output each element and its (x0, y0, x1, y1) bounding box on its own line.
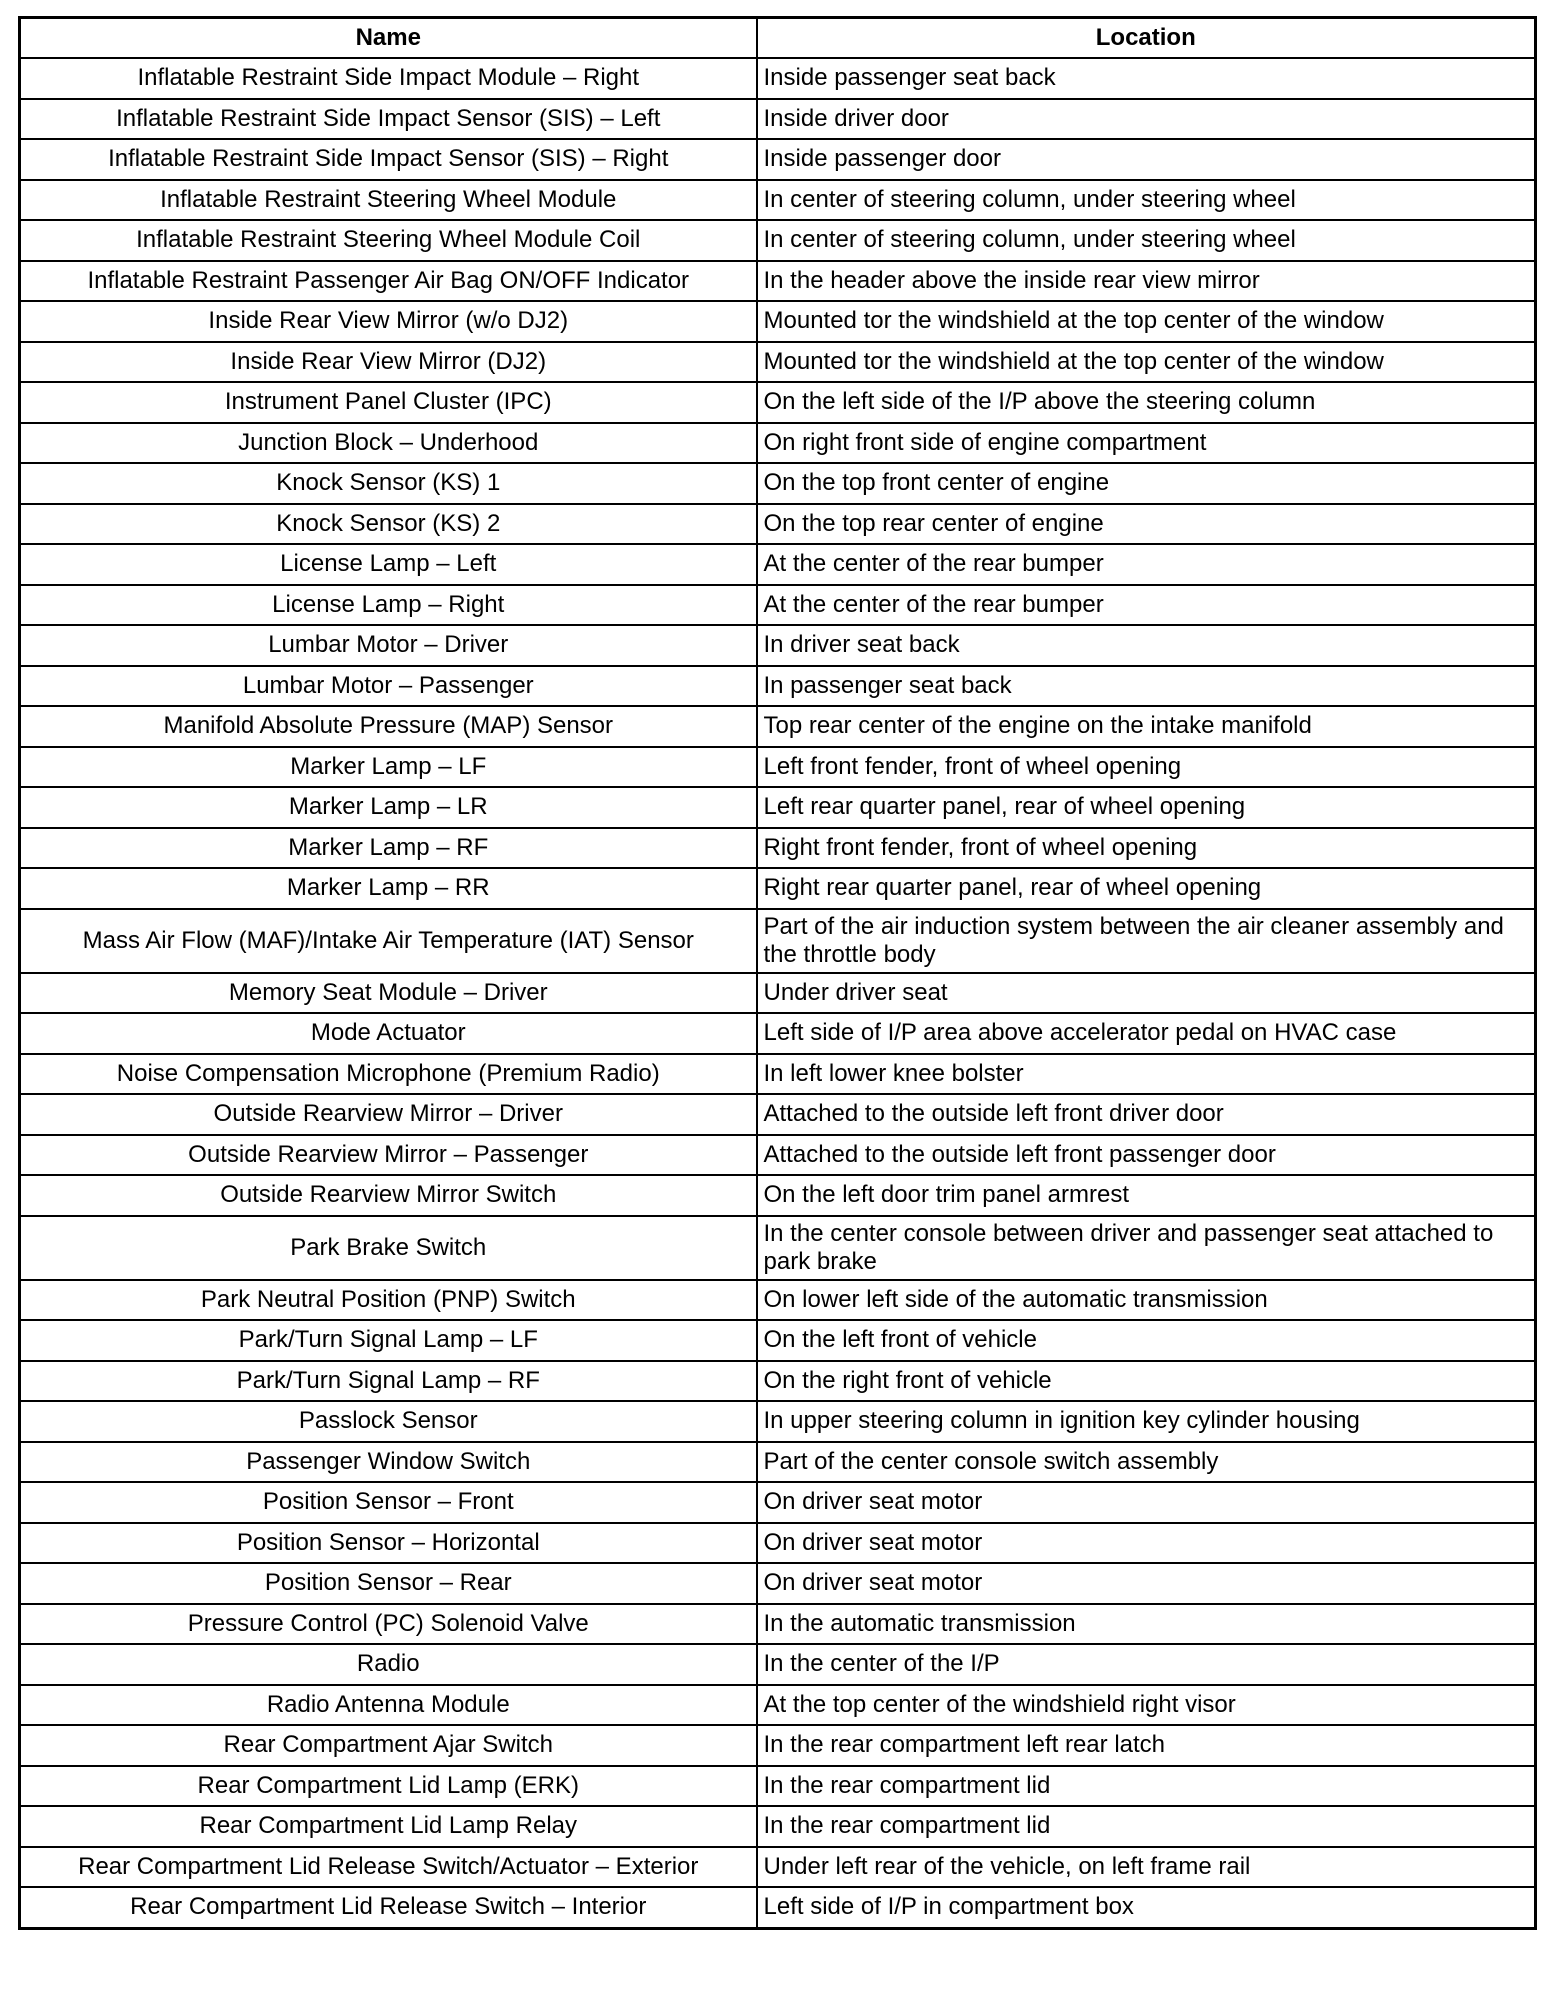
table-row (20, 1847, 1536, 1888)
component-name-cell: Inflatable Restraint Side Impact Module – Right (20, 58, 757, 99)
table-row (20, 423, 1536, 464)
component-name-cell: Park Neutral Position (PNP) Switch (20, 1280, 757, 1321)
component-name-cell: Outside Rearview Mirror – Driver (20, 1094, 757, 1135)
component-name-cell: Inside Rear View Mirror (DJ2) (20, 342, 757, 383)
component-location-cell: On the right front of vehicle (757, 1361, 1536, 1402)
component-location-cell: On the left front of vehicle (757, 1320, 1536, 1361)
component-location-cell: Attached to the outside left front driver door (757, 1094, 1536, 1135)
component-name-cell: Noise Compensation Microphone (Premium Radio) (20, 1054, 757, 1095)
table-row (20, 1094, 1536, 1135)
component-name-cell: Outside Rearview Mirror – Passenger (20, 1135, 757, 1176)
component-name-cell: Rear Compartment Ajar Switch (20, 1725, 757, 1766)
table-row (20, 1604, 1536, 1645)
table-row (20, 504, 1536, 545)
component-name-cell: Position Sensor – Horizontal (20, 1523, 757, 1564)
table-row (20, 58, 1536, 99)
table-row (20, 220, 1536, 261)
component-location-cell: In the rear compartment left rear latch (757, 1725, 1536, 1766)
table-row (20, 1644, 1536, 1685)
table-row (20, 1523, 1536, 1564)
component-name-cell: Manifold Absolute Pressure (MAP) Sensor (20, 706, 757, 747)
component-location-cell: On driver seat motor (757, 1563, 1536, 1604)
component-location-cell: On the top rear center of engine (757, 504, 1536, 545)
table-row (20, 180, 1536, 221)
component-name-cell: Inflatable Restraint Side Impact Sensor (SIS) – Right (20, 139, 757, 180)
component-location-cell: In upper steering column in ignition key cylinder housing (757, 1401, 1536, 1442)
component-location-cell: On the left side of the I/P above the steering column (757, 382, 1536, 423)
component-location-cell: In passenger seat back (757, 666, 1536, 707)
component-location-cell: Under left rear of the vehicle, on left frame rail (757, 1847, 1536, 1888)
table-row (20, 1320, 1536, 1361)
component-location-cell: In center of steering column, under steering wheel (757, 220, 1536, 261)
component-name-cell: Inflatable Restraint Steering Wheel Module (20, 180, 757, 221)
component-name-cell: Rear Compartment Lid Lamp (ERK) (20, 1766, 757, 1807)
table-row (20, 585, 1536, 626)
table-row (20, 1806, 1536, 1847)
component-location-cell: Top rear center of the engine on the intake manifold (757, 706, 1536, 747)
component-name-cell: Lumbar Motor – Passenger (20, 666, 757, 707)
component-location-cell: On the top front center of engine (757, 463, 1536, 504)
component-location-cell: At the center of the rear bumper (757, 585, 1536, 626)
component-name-cell: Inflatable Restraint Passenger Air Bag ON/OFF Indicator (20, 261, 757, 302)
component-name-cell: License Lamp – Left (20, 544, 757, 585)
component-name-cell: Passlock Sensor (20, 1401, 757, 1442)
table-row (20, 382, 1536, 423)
component-location-cell: In center of steering column, under steering wheel (757, 180, 1536, 221)
component-location-cell: Right front fender, front of wheel opening (757, 828, 1536, 869)
table-row (20, 1013, 1536, 1054)
component-location-cell: On right front side of engine compartment (757, 423, 1536, 464)
component-name-cell: Marker Lamp – LF (20, 747, 757, 788)
component-name-cell: Radio Antenna Module (20, 1685, 757, 1726)
component-name-cell: Rear Compartment Lid Release Switch – Interior (20, 1887, 757, 1928)
table-row (20, 909, 1536, 973)
component-name-cell: Park/Turn Signal Lamp – LF (20, 1320, 757, 1361)
component-name-cell: Knock Sensor (KS) 2 (20, 504, 757, 545)
component-location-cell: At the top center of the windshield right visor (757, 1685, 1536, 1726)
table-row (20, 1766, 1536, 1807)
component-location-cell: On lower left side of the automatic transmission (757, 1280, 1536, 1321)
component-location-cell: In the header above the inside rear view mirror (757, 261, 1536, 302)
component-name-cell: Marker Lamp – RR (20, 868, 757, 909)
component-location-cell: In the rear compartment lid (757, 1766, 1536, 1807)
table-row (20, 973, 1536, 1014)
table-row (20, 1054, 1536, 1095)
component-name-cell: Marker Lamp – LR (20, 787, 757, 828)
component-location-cell: Left rear quarter panel, rear of wheel opening (757, 787, 1536, 828)
component-location-cell: In the automatic transmission (757, 1604, 1536, 1645)
table-row (20, 1361, 1536, 1402)
component-location-cell: Left front fender, front of wheel opening (757, 747, 1536, 788)
component-name-cell: Mass Air Flow (MAF)/Intake Air Temperature (IAT) Sensor (20, 909, 757, 973)
component-location-cell: At the center of the rear bumper (757, 544, 1536, 585)
table-row (20, 1175, 1536, 1216)
table-row (20, 139, 1536, 180)
table-row (20, 1563, 1536, 1604)
component-location-cell: Mounted tor the windshield at the top center of the window (757, 342, 1536, 383)
header-row (20, 18, 1536, 59)
table-row (20, 787, 1536, 828)
table-row (20, 1685, 1536, 1726)
table-row (20, 544, 1536, 585)
component-location-cell: Inside driver door (757, 99, 1536, 140)
component-location-cell: Part of the center console switch assembly (757, 1442, 1536, 1483)
table-row (20, 99, 1536, 140)
component-location-cell: In the center console between driver and passenger seat attached to park brake (757, 1216, 1536, 1280)
component-location-cell: Right rear quarter panel, rear of wheel opening (757, 868, 1536, 909)
component-location-cell: Mounted tor the windshield at the top center of the window (757, 301, 1536, 342)
table-row (20, 463, 1536, 504)
table-row (20, 1401, 1536, 1442)
component-location-cell: Left side of I/P in compartment box (757, 1887, 1536, 1928)
component-location-cell: On the left door trim panel armrest (757, 1175, 1536, 1216)
component-name-cell: Lumbar Motor – Driver (20, 625, 757, 666)
component-location-cell: Part of the air induction system between the air cleaner assembly and the throttle body (757, 909, 1536, 973)
component-location-cell: Attached to the outside left front passenger door (757, 1135, 1536, 1176)
table-row (20, 666, 1536, 707)
component-name-cell: Park Brake Switch (20, 1216, 757, 1280)
component-name-cell: Memory Seat Module – Driver (20, 973, 757, 1014)
component-location-cell: In the rear compartment lid (757, 1806, 1536, 1847)
component-name-cell: Knock Sensor (KS) 1 (20, 463, 757, 504)
component-name-cell: Outside Rearview Mirror Switch (20, 1175, 757, 1216)
component-name-cell: Park/Turn Signal Lamp – RF (20, 1361, 757, 1402)
component-name-cell: Inflatable Restraint Steering Wheel Module Coil (20, 220, 757, 261)
component-name-cell: Position Sensor – Front (20, 1482, 757, 1523)
component-location-cell: Inside passenger door (757, 139, 1536, 180)
table-row (20, 1442, 1536, 1483)
component-name-cell: Position Sensor – Rear (20, 1563, 757, 1604)
table-row (20, 625, 1536, 666)
component-location-cell: Under driver seat (757, 973, 1536, 1014)
component-name-cell: Junction Block – Underhood (20, 423, 757, 464)
component-location-cell: In the center of the I/P (757, 1644, 1536, 1685)
component-location-cell: Left side of I/P area above accelerator pedal on HVAC case (757, 1013, 1536, 1054)
component-location-cell: In driver seat back (757, 625, 1536, 666)
component-name-cell: Marker Lamp – RF (20, 828, 757, 869)
component-name-cell: Rear Compartment Lid Lamp Relay (20, 1806, 757, 1847)
component-location-cell: In left lower knee bolster (757, 1054, 1536, 1095)
component-location-cell: On driver seat motor (757, 1482, 1536, 1523)
component-name-cell: Radio (20, 1644, 757, 1685)
component-name-cell: License Lamp – Right (20, 585, 757, 626)
header-name: Name (20, 18, 757, 59)
table-row (20, 1482, 1536, 1523)
component-name-cell: Pressure Control (PC) Solenoid Valve (20, 1604, 757, 1645)
component-name-cell: Instrument Panel Cluster (IPC) (20, 382, 757, 423)
table-body (20, 58, 1536, 1928)
component-location-cell: Inside passenger seat back (757, 58, 1536, 99)
component-location-table (18, 16, 1537, 1930)
table-row (20, 1216, 1536, 1280)
table-row (20, 706, 1536, 747)
table-row (20, 1135, 1536, 1176)
table-row (20, 301, 1536, 342)
component-name-cell: Inside Rear View Mirror (w/o DJ2) (20, 301, 757, 342)
table-row (20, 1887, 1536, 1928)
component-location-cell: On driver seat motor (757, 1523, 1536, 1564)
table-row (20, 747, 1536, 788)
table-row (20, 1725, 1536, 1766)
table-row (20, 868, 1536, 909)
component-name-cell: Passenger Window Switch (20, 1442, 757, 1483)
component-name-cell: Inflatable Restraint Side Impact Sensor (SIS) – Left (20, 99, 757, 140)
table-row (20, 1280, 1536, 1321)
header-location: Location (757, 18, 1536, 59)
table-row (20, 828, 1536, 869)
component-name-cell: Rear Compartment Lid Release Switch/Actuator – Exterior (20, 1847, 757, 1888)
table-row (20, 261, 1536, 302)
table-row (20, 342, 1536, 383)
component-name-cell: Mode Actuator (20, 1013, 757, 1054)
